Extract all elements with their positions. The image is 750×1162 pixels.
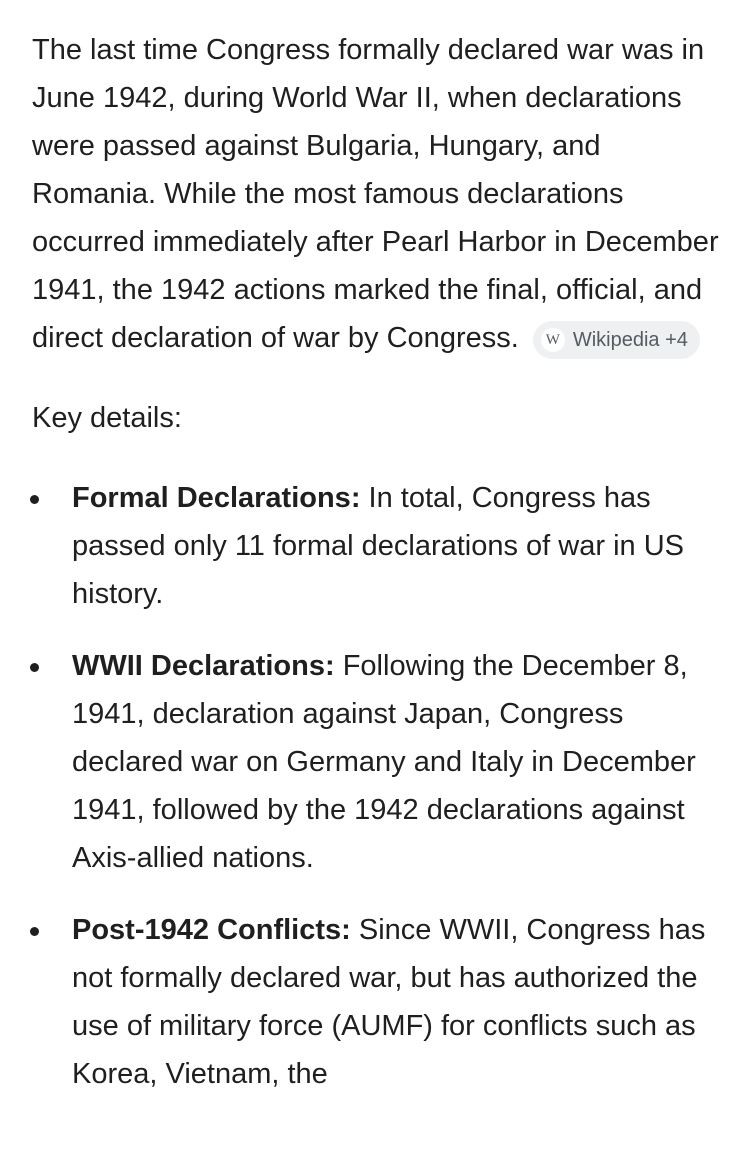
list-item — [32, 642, 722, 882]
intro-paragraph — [32, 26, 722, 362]
source-chip-label: Wikipedia +4 — [572, 329, 688, 351]
bullet-text: Since WWII, Congress has not formally declared war, but has authorized the use of military force (AUMF) for conflicts such as Korea, Vietnam, the — [72, 914, 706, 1090]
list-item — [32, 474, 722, 618]
key-details-list — [32, 474, 722, 1098]
bullet-icon — [30, 927, 39, 936]
bullet-icon — [30, 663, 39, 672]
bullet-title: Post-1942 Conflicts: — [72, 914, 351, 946]
list-item — [32, 906, 722, 1098]
wikipedia-icon: W — [541, 328, 565, 352]
answer-content — [32, 26, 722, 1122]
intro-text: The last time Congress formally declared war was in June 1942, during World War II, when declarations were passed against Bulgaria, Hungary, and Romania. While the most famous declarations occurred immediately after Pearl Harbor in December 1941, the 1942 actions marked the final, official, and direct declaration of war by Congress. — [32, 34, 719, 354]
bullet-title: Formal Declarations: — [72, 482, 361, 514]
bullet-icon — [30, 495, 39, 504]
bullet-title: WWII Declarations: — [72, 650, 335, 682]
source-chip[interactable] — [533, 321, 700, 359]
key-details-heading: Key details: — [32, 402, 182, 434]
bullet-text: Following the December 8, 1941, declaration against Japan, Congress declared war on Germany and Italy in December 1941, followed by the 1942 declarations against Axis-allied nations. — [72, 650, 696, 874]
bullet-text: In total, Congress has passed only 11 formal declarations of war in US history. — [72, 482, 684, 610]
